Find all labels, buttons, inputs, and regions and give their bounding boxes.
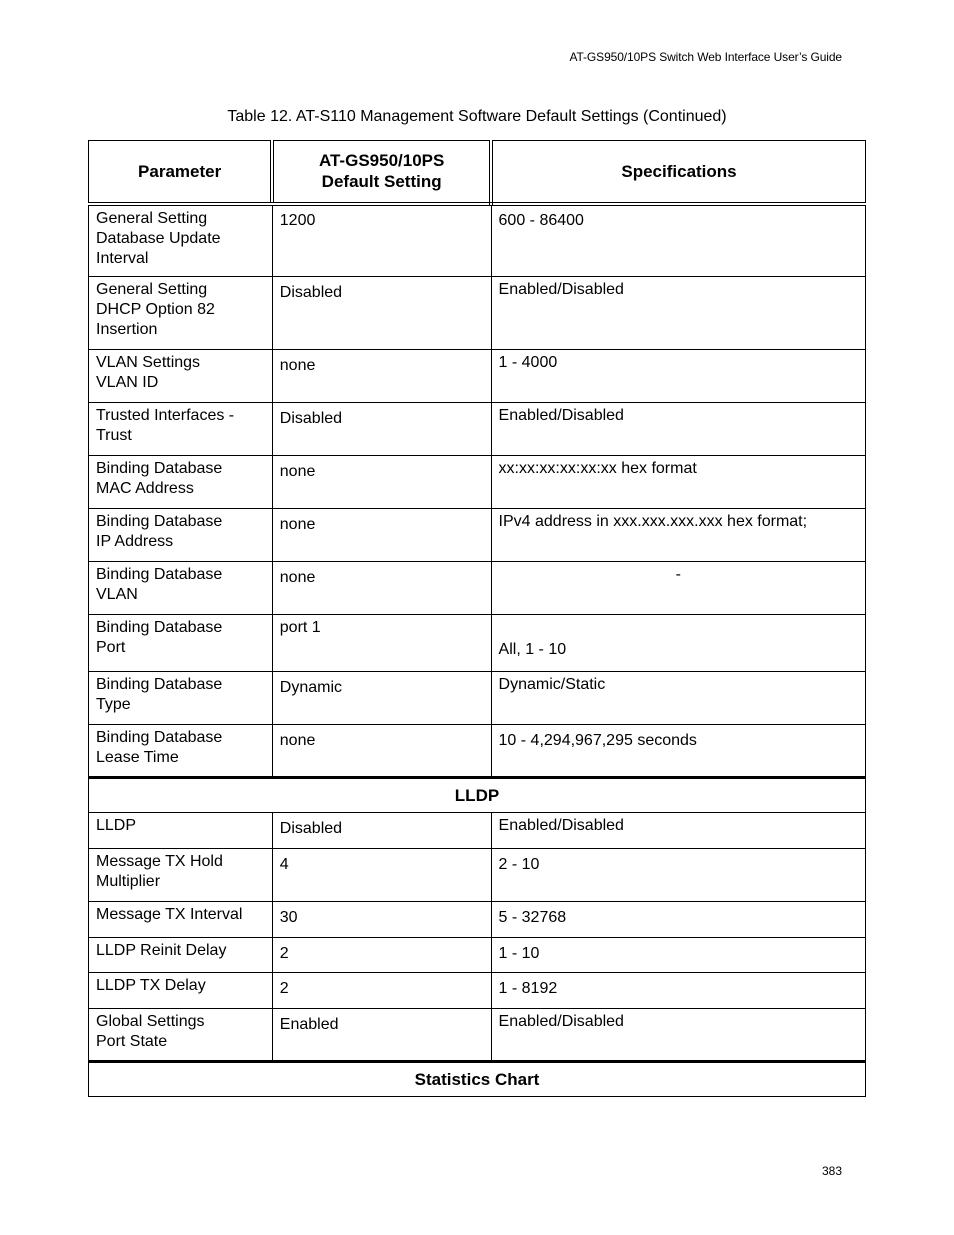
table-row — [89, 938, 866, 973]
parameter-line: Trusted Interfaces - — [96, 407, 235, 424]
column-header-parameter: Parameter — [89, 141, 273, 204]
parameter-line: LLDP — [96, 817, 137, 834]
table-row — [89, 350, 866, 403]
spec-cell: 2 - 10 — [491, 849, 865, 902]
table-row — [89, 615, 866, 672]
parameter-line: DHCP Option 82 — [96, 301, 215, 318]
table-row — [89, 562, 866, 615]
parameter-line: Trust — [96, 427, 132, 444]
default-cell: Disabled — [272, 277, 491, 350]
table-row — [89, 456, 866, 509]
parameter-line: Binding Database — [96, 729, 223, 746]
default-cell: Enabled — [272, 1009, 491, 1062]
parameter-line: Lease Time — [96, 749, 179, 766]
parameter-cell — [89, 615, 273, 672]
spec-cell: Enabled/Disabled — [491, 813, 865, 849]
parameter-cell — [89, 456, 273, 509]
default-cell: 30 — [272, 902, 491, 938]
table-row — [89, 1009, 866, 1062]
parameter-line: Global Settings — [96, 1013, 205, 1030]
table-caption: Table 12. AT-S110 Management Software Default Settings (Continued) — [227, 108, 727, 125]
parameter-cell — [89, 813, 273, 849]
table-row — [89, 849, 866, 902]
parameter-line: Database Update — [96, 229, 221, 247]
parameter-line: VLAN — [96, 586, 138, 603]
table-row — [89, 509, 866, 562]
parameter-line: Binding Database — [96, 460, 223, 477]
parameter-line: Binding Database — [96, 676, 223, 693]
section-title-statistics-chart: Statistics Chart — [89, 1062, 866, 1097]
spec-cell: IPv4 address in xxx.xxx.xxx.xxx hex format; — [491, 509, 865, 562]
spec-cell: 1 - 8192 — [491, 973, 865, 1009]
default-settings-table — [88, 140, 866, 1097]
parameter-line: VLAN ID — [96, 374, 159, 391]
spec-cell: All, 1 - 10 — [491, 615, 865, 672]
parameter-cell — [89, 725, 273, 778]
parameter-cell — [89, 204, 273, 277]
parameter-cell — [89, 350, 273, 403]
default-cell: Disabled — [272, 403, 491, 456]
parameter-cell — [89, 562, 273, 615]
column-header-default-line2: Default Setting — [321, 172, 442, 192]
parameter-cell — [89, 672, 273, 725]
spec-cell: Enabled/Disabled — [491, 1009, 865, 1062]
parameter-line: Interval — [96, 249, 149, 267]
section-row-statistics-chart — [89, 1062, 866, 1097]
table-row — [89, 277, 866, 350]
parameter-line: General Setting — [96, 281, 208, 298]
parameter-cell — [89, 973, 273, 1009]
default-cell: 2 — [272, 973, 491, 1009]
default-cell: 4 — [272, 849, 491, 902]
parameter-cell — [89, 849, 273, 902]
parameter-cell — [89, 938, 273, 973]
parameter-line: MAC Address — [96, 480, 194, 497]
parameter-line: IP Address — [96, 533, 174, 550]
spec-cell: Enabled/Disabled — [491, 277, 865, 350]
table-row — [89, 973, 866, 1009]
parameter-line: Binding Database — [96, 566, 223, 583]
default-cell: Dynamic — [272, 672, 491, 725]
parameter-line: Port State — [96, 1033, 168, 1050]
default-cell: none — [272, 509, 491, 562]
table-row — [89, 725, 866, 778]
spec-cell: Dynamic/Static — [491, 672, 865, 725]
parameter-line: Binding Database — [96, 513, 223, 530]
spec-cell: 1 - 4000 — [491, 350, 865, 403]
table-row — [89, 902, 866, 938]
default-cell: none — [272, 350, 491, 403]
section-title-lldp: LLDP — [89, 778, 866, 813]
parameter-line: Insertion — [96, 321, 158, 338]
table-row — [89, 403, 866, 456]
table-row — [89, 672, 866, 725]
default-cell: none — [272, 725, 491, 778]
parameter-line: Binding Database — [96, 619, 223, 636]
parameter-cell — [89, 1009, 273, 1062]
parameter-cell — [89, 509, 273, 562]
table-row — [89, 204, 866, 277]
parameter-cell — [89, 403, 273, 456]
spec-cell: xx:xx:xx:xx:xx:xx hex format — [491, 456, 865, 509]
default-cell: Disabled — [272, 813, 491, 849]
parameter-line: Type — [96, 696, 131, 713]
parameter-line: Port — [96, 639, 126, 656]
page-number: 383 — [821, 1164, 842, 1178]
section-row-lldp — [89, 778, 866, 813]
column-header-specifications: Specifications — [491, 141, 865, 204]
default-cell: 2 — [272, 938, 491, 973]
parameter-cell — [89, 902, 273, 938]
parameter-line: LLDP TX Delay — [96, 977, 206, 994]
column-header-default-line1: AT-GS950/10PS — [318, 151, 445, 171]
parameter-line: General Setting — [96, 209, 208, 227]
column-header-default-setting — [272, 141, 491, 204]
default-cell: 1200 — [272, 204, 491, 277]
running-header: AT-GS950/10PS Switch Web Interface User’s Guide — [569, 50, 842, 64]
spec-cell: 1 - 10 — [491, 938, 865, 973]
parameter-line: LLDP Reinit Delay — [96, 942, 227, 959]
parameter-line: Multiplier — [96, 873, 161, 890]
spec-cell: 10 - 4,294,967,295 seconds — [491, 725, 865, 778]
spec-cell: - — [491, 562, 865, 615]
spec-cell: 600 - 86400 — [491, 204, 865, 277]
default-cell: none — [272, 562, 491, 615]
default-cell: none — [272, 456, 491, 509]
parameter-line: Message TX Interval — [96, 906, 243, 923]
parameter-line: VLAN Settings — [96, 354, 201, 371]
default-cell: port 1 — [272, 615, 491, 672]
table-row — [89, 813, 866, 849]
parameter-cell — [89, 277, 273, 350]
spec-cell: 5 - 32768 — [491, 902, 865, 938]
spec-cell: Enabled/Disabled — [491, 403, 865, 456]
parameter-line: Message TX Hold — [96, 853, 223, 870]
